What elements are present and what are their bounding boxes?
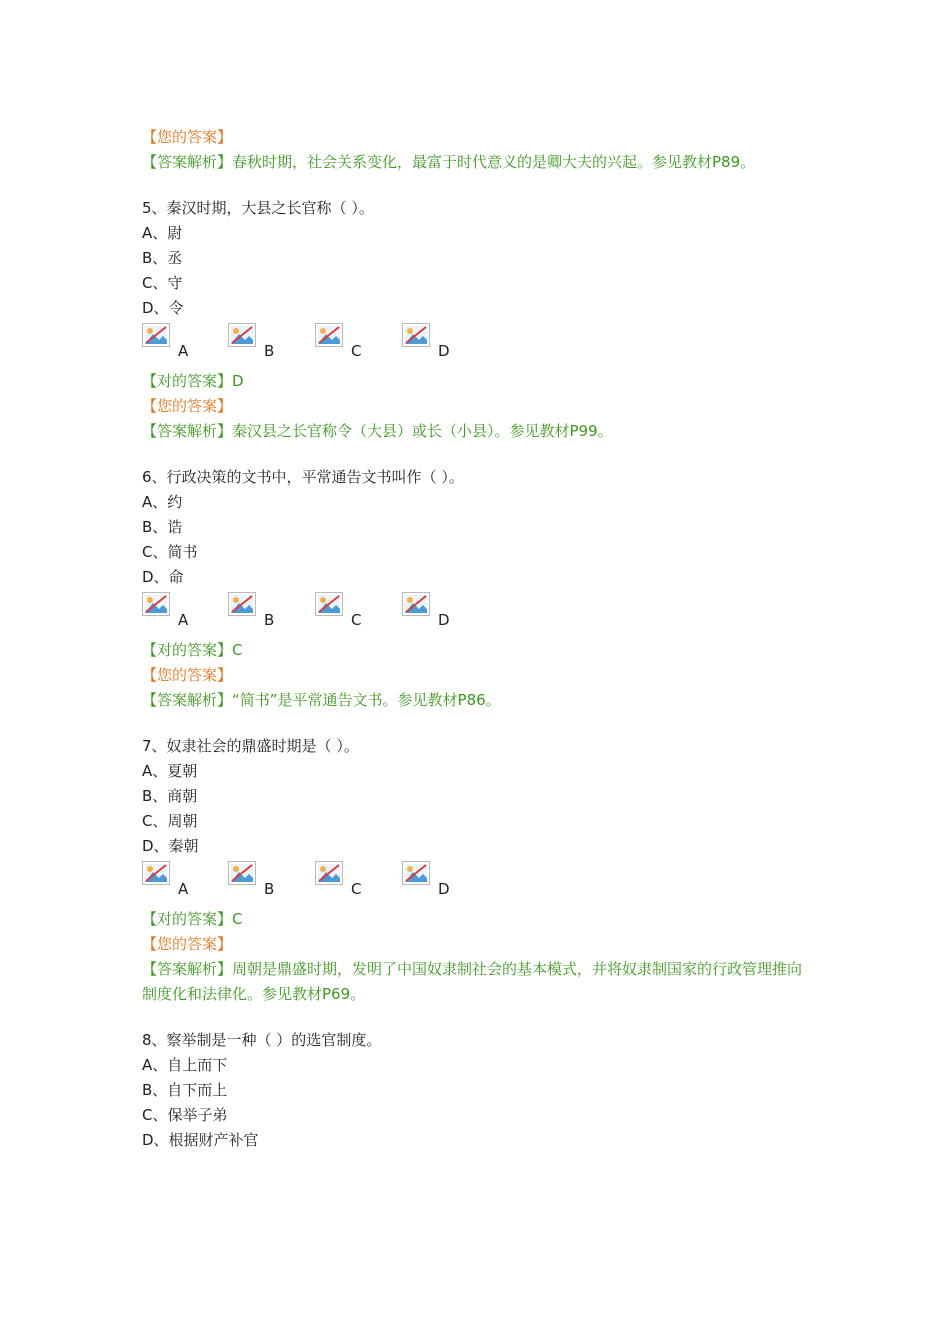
broken-image-icon — [142, 592, 170, 616]
option-c: C、周朝 — [142, 812, 198, 830]
choice-a[interactable] — [142, 861, 202, 901]
document-body — [142, 125, 812, 1153]
broken-image-icon — [315, 592, 343, 616]
broken-image-icon — [315, 323, 343, 347]
choice-row — [142, 592, 812, 632]
question-stem: 8、察举制是一种（ ）的选官制度。 — [142, 1031, 382, 1049]
broken-image-icon — [142, 323, 170, 347]
choice-label: B — [264, 880, 275, 898]
question-stem: 6、行政决策的文书中，平常通告文书叫作（ ）。 — [142, 468, 464, 486]
choice-row — [142, 323, 812, 363]
answer-analysis: 【答案解析】“简书”是平常通告文书。参见教材P86。 — [142, 691, 501, 709]
choice-label: D — [438, 611, 450, 629]
choice-a[interactable] — [142, 592, 202, 632]
answer-analysis: 【答案解析】周朝是鼎盛时期，发明了中国奴隶制社会的基本模式，并将奴隶制国家的行政管理推向制度化和法律化。参见教材P69。 — [142, 960, 803, 1003]
option-c: C、保举子弟 — [142, 1106, 228, 1124]
option-b: B、丞 — [142, 249, 183, 267]
answer-analysis: 【答案解析】春秋时期，社会关系变化，最富于时代意义的是卿大夫的兴起。参见教材P89。 — [142, 153, 756, 171]
choice-c[interactable] — [315, 861, 375, 901]
choice-b[interactable] — [228, 323, 288, 363]
choice-b[interactable] — [228, 592, 288, 632]
option-d: D、命 — [142, 568, 184, 586]
question-stem: 7、奴隶社会的鼎盛时期是（ ）。 — [142, 737, 359, 755]
choice-b[interactable] — [228, 861, 288, 901]
option-a: A、夏朝 — [142, 762, 198, 780]
option-c: C、守 — [142, 274, 183, 292]
question-stem: 5、秦汉时期，大县之长官称（ ）。 — [142, 199, 374, 217]
choice-label: B — [264, 611, 275, 629]
choice-label: C — [351, 611, 362, 629]
broken-image-icon — [402, 592, 430, 616]
choice-a[interactable] — [142, 323, 202, 363]
your-answer-label: 【您的答案】 — [142, 128, 233, 146]
choice-d[interactable] — [402, 861, 462, 901]
choice-d[interactable] — [402, 592, 462, 632]
choice-row — [142, 861, 812, 901]
correct-answer: 【对的答案】D — [142, 372, 244, 390]
broken-image-icon — [402, 323, 430, 347]
correct-answer: 【对的答案】C — [142, 641, 243, 659]
correct-answer: 【对的答案】C — [142, 910, 243, 928]
your-answer-label: 【您的答案】 — [142, 397, 233, 415]
question-8 — [142, 1028, 812, 1153]
option-d: D、令 — [142, 299, 184, 317]
broken-image-icon — [228, 592, 256, 616]
option-c: C、简书 — [142, 543, 198, 561]
broken-image-icon — [228, 323, 256, 347]
question-6 — [142, 465, 812, 713]
broken-image-icon — [142, 861, 170, 885]
option-d: D、秦朝 — [142, 837, 199, 855]
choice-label: A — [178, 611, 189, 629]
option-a: A、约 — [142, 493, 183, 511]
choice-label: D — [438, 880, 450, 898]
choice-label: B — [264, 342, 275, 360]
choice-c[interactable] — [315, 323, 375, 363]
option-d: D、根据财产补官 — [142, 1131, 259, 1149]
broken-image-icon — [315, 861, 343, 885]
broken-image-icon — [402, 861, 430, 885]
choice-label: D — [438, 342, 450, 360]
option-b: B、自下而上 — [142, 1081, 228, 1099]
answer-analysis: 【答案解析】秦汉县之长官称令（大县）或长（小县）。参见教材P99。 — [142, 422, 613, 440]
choice-label: C — [351, 880, 362, 898]
option-b: B、商朝 — [142, 787, 198, 805]
broken-image-icon — [228, 861, 256, 885]
choice-d[interactable] — [402, 323, 462, 363]
question-5 — [142, 196, 812, 444]
option-a: A、自上而下 — [142, 1056, 228, 1074]
your-answer-label: 【您的答案】 — [142, 666, 233, 684]
your-answer-label: 【您的答案】 — [142, 935, 233, 953]
choice-label: A — [178, 342, 189, 360]
choice-label: C — [351, 342, 362, 360]
option-a: A、尉 — [142, 224, 183, 242]
choice-label: A — [178, 880, 189, 898]
choice-c[interactable] — [315, 592, 375, 632]
option-b: B、诰 — [142, 518, 183, 536]
question-7 — [142, 734, 812, 1007]
